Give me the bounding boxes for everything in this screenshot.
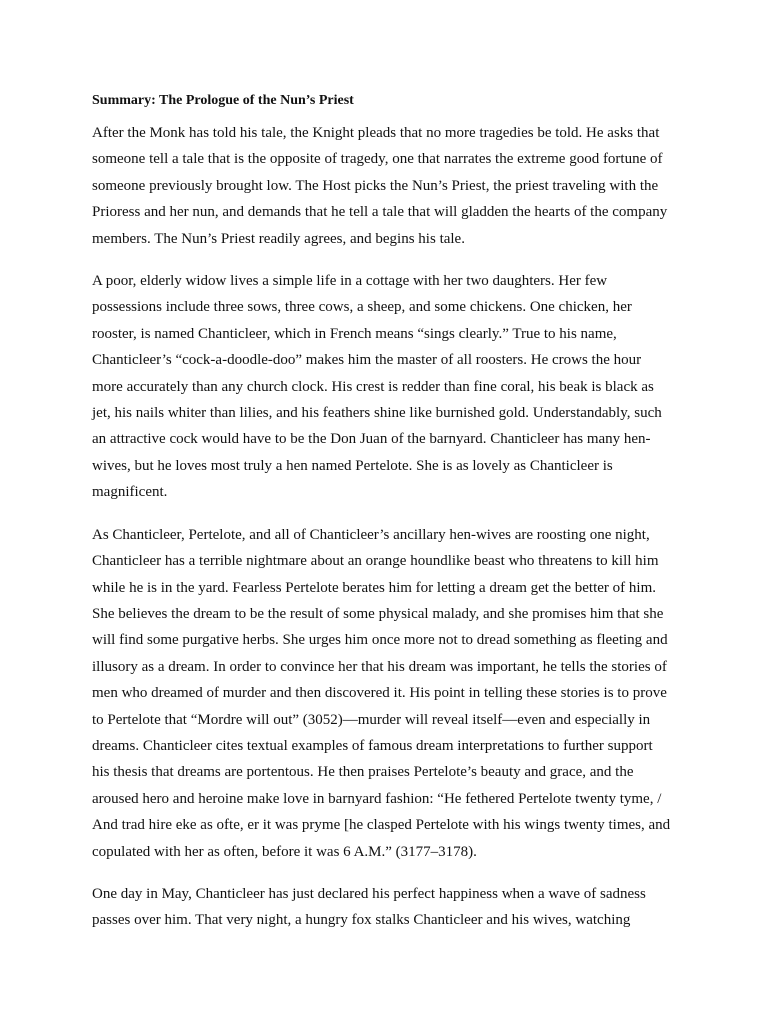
document-page <box>92 88 672 950</box>
section-heading: Summary: The Prologue of the Nun’s Priest <box>92 93 354 108</box>
paragraph-prologue: After the Monk has told his tale, the Knight pleads that no more tragedies be told. He asks that someone tell a tale that is the opposite of tragedy, one that narrates the extreme good fortune of someone previously brought low. The Host picks the Nun’s Priest, the priest traveling with the Prioress and her nun, and demands that he tell a tale that will gladden the hearts of the company members. The Nun’s Priest readily agrees, and begins his tale. <box>92 125 668 247</box>
paragraph-may: One day in May, Chanticleer has just declared his perfect happiness when a wave of sadness passes over him. That very night, a hungry fox stalks Chanticleer and his wives, watching <box>92 885 646 929</box>
paragraph-nightmare: As Chanticleer, Pertelote, and all of Chanticleer’s ancillary hen-wives are roosting one night, Chanticleer has a terrible nightmare about an orange houndlike beast who threatens to kill him while he is in the yard. Fearless Pertelote berates him for letting a dream get the better of him. She believes the dream to be the result of some physical malady, and she promises him that she will find some purgative herbs. She urges him once more not to dread something as fleeting and illusory as a dream. In order to convince her that his dream was important, he tells the stories of men who dreamed of murder and then discovered it. His point in telling these stories is to prove to Pertelote that “Mordre will out” (3052)—murder will reveal itself—even and especially in dreams. Chanticleer cites textual examples of famous dream interpretations to further support his thesis that dreams are portentous. He then praises Pertelote’s beauty and grace, and the aroused hero and heroine make love in barnyard fashion: “He fethered Pertelote twenty tyme, / And trad hire eke as ofte, er it was pryme [he clasped Pertelote with his wings twenty times, and copulated with her as often, before it was 6 A.M.” (3177–3178). <box>92 526 671 860</box>
paragraph-widow: A poor, elderly widow lives a simple life in a cottage with her two daughters. Her few possessions include three sows, three cows, a sheep, and some chickens. One chicken, her rooster, is named Chanticleer, which in French means “sings clearly.” True to his name, Chanticleer’s “cock-a-doodle-doo” makes him the master of all roosters. He crows the hour more accurately than any church clock. His crest is redder than fine coral, his beak is black as jet, his nails whiter than lilies, and his feathers shine like burnished gold. Understandably, such an attractive cock would have to be the Don Juan of the barnyard. Chanticleer has many hen-wives, but he loves most truly a hen named Pertelote. She is as lovely as Chanticleer is magnificent. <box>92 273 662 501</box>
